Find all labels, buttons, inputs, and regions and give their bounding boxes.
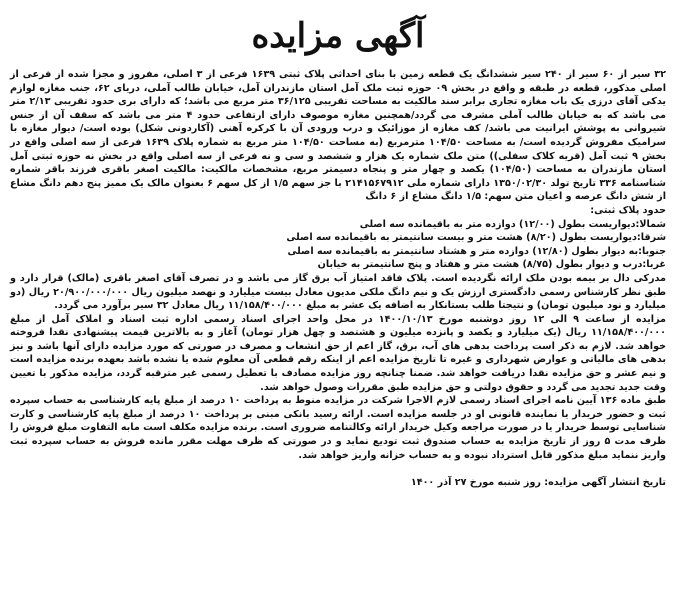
boundary-north: [10, 218, 666, 232]
publication-date: تاریخ انتشار آگهی مزایده: روز شنبه مورخ ۲۷ آذر ۱۴۰۰: [410, 477, 666, 489]
valuation-paragraph: مدرکی دال بر بیمه بودن ملک ارائه نگردیده است. پلاک فاقد امتیاز آب برق گاز می باشد و در تصرف آقای اصغر باقری (مالک) قرار دارد و طبق نظر کارشناس رسمی دادگستری ارزش یک و نیم دانگ ملکی مدیون معادل بیست میلیارد و نهصد میلیون ریال ۲۰/۹۰۰/۰۰۰/۰۰۰ ریال (دو میلیارد و نود میلیون تومان) و نتیجتا طلب بستانکار به اضافه یک عشر به مبلغ ۱۱/۱۵۸/۴۰۰/۰۰۰ ریال معادل ۳۲ سیر برآورد می گردد.: [10, 272, 666, 312]
notice-body: [10, 68, 666, 462]
boundary-west: [10, 258, 666, 272]
intro-paragraph: ۳۲ سیر از ۶۰ سیر از ۲۴۰ سیر ششدانگ یک قطعه زمین با بنای احداثی پلاک ثبتی ۱۶۳۹ فرعی از ۳ اصلی، مفروز و مجزا شده از فرعی از اصلی مذکور، قطعه در طبقه و واقع در بخش ۰۹ حوزه ثبت ملک آمل استان مازندران آمل، خیابان طالب آملی، دریای ۶۲، جنب مغازه لوازم یدکی آقای درزی یک باب مغازه تجاری برابر سند مالکیت به مساحت تقریبی ۳۶/۱۲۵ متر مربع می باشد؛ که دارای بری حدود تقریبی ۲/۱۳ متر می باشد که به خیابان طالب آملی مشرف می گردد/همچنین مغازه موصوف دارای ارتفاعی حدود ۴ متر می باشد که سقف آن از جنس شیروانی به پوشش ایرانیت می باشد/ کف مغازه از موزائیک و درب ورودی آن با کرکره آهنی (آکاردونی شکل) بوده است/ دیوار مغازه با سرامیک مفروش گردیده است/ به مساحت ۱۰۴/۵۰ مترمربع (به مساحت ۱۰۴/۵۰ متر مربع به شماره پلاک ۱۶۳۹ فرعی از سه اصلی واقع در بخش ۹ ثبت آمل (قریه کلاک سفلی)) متن ملک شماره یک هزار و ششصد و سی و نه فرعی از سه اصلی واقع در بخش نه حوزه ثبتی آمل استان مازندران به مساحت (۱۰۴/۵۰) یکصد و چهار متر و پنجاه دسیمتر مربع، مشخصات مالکیت: مالکیت اصغر باقری فرزند باقر شماره شناسنامه ۳۳۶ تاریخ تولد ۱۳۵۰/۰۲/۳۰ دارای شماره ملی ۲۱۴۱۵۶۷۹۱۲ با جز سهم ۱/۵ از کل سهم ۶ بعنوان مالک یک ممیز پنج دهم دانگ مشاع از شش دانگ عرصه و اعیان متن سهم: ۱/۵ دانگ مشاع از ۶ دانگ: [10, 69, 666, 203]
auction-details-paragraph: مزایده از ساعت ۹ الی ۱۲ روز دوشنبه مورخ ۱۴۰۰/۱۰/۱۳ در محل واحد اجرای اسناد رسمی اداره ثبت اسناد و املاک آمل از مبلغ ۱۱/۱۵۸/۴۰۰/۰۰۰ ریال (یک میلیارد و یکصد و پانزده میلیون و هشتصد و چهل هزار تومان) آغاز و به بالاترین قیمت پیشنهادی نقدا فروخته خواهد شد. لازم به ذکر است پرداخت بدهی های آب، برق، گاز اعم از حق انشعاب و مصرف در صورتی که مورد مزایده دارای آنها باشد و نیز بدهی های مالیاتی و عوارض شهرداری و غیره تا تاریخ مزایده اعم از اینکه رقم قطعی آن معلوم شده یا نشده باشد بعهده برنده مزایده است و نیم عشر و حق مزایده نقدا دریافت خواهد شد. ضمنا چنانچه روز مزایده مصادف با تعطیل رسمی غیر مترقبه گردد، مزایده مذکور با تعیین وقت جدید تجدید می گردد و حقوق دولتی و حق مزایده طبق مقررات وصول خواهد شد.: [10, 313, 666, 393]
boundary-text: دیواریست بطول (۱۲/۰۰) دوازده متر به باقیمانده سه اصلی: [359, 218, 636, 230]
boundary-text: دیواریست بطول (۸/۲۰) هشت متر و بیست سانتیمتر به باقیمانده سه اصلی: [286, 232, 637, 244]
boundary-label: غربا:: [642, 259, 666, 271]
boundary-label: شمالا:: [635, 218, 666, 230]
boundary-south: [10, 245, 666, 259]
boundary-label: شرقا:: [636, 232, 666, 244]
notice-title: آگهی مزایده: [251, 16, 425, 56]
boundary-label: جنوبا:: [638, 245, 666, 257]
boundaries-heading: حدود پلاک ثبتی:: [590, 204, 666, 216]
boundary-text: به دیوار بطول (۱۲/۸۰) دوازده متر و هشتاد سانتیمتر به باقیمانده سه اصلی: [287, 245, 639, 257]
boundary-east: [10, 231, 666, 245]
conditions-paragraph: طبق ماده ۱۳۶ آیین نامه اجرای اسناد رسمی لازم الاجرا شرکت در مزایده منوط به پرداخت ۱۰ درصد از مبلغ پایه کارشناسی به حساب سپرده ثبت و حضور خریدار یا نماینده قانونی او در جلسه مزایده است. ارائه رسید بانکی مبنی بر پرداخت ۱۰ درصد از مبلغ پایه کارشناسی و کارت شناسایی توسط خریدار یا در صورت مراجعه وکیل خریدار ارائه وکالتنامه ضروری است. برنده مزایده مکلف است مابه التفاوت مبلغ فروش را ظرف مدت ۵ روز از تاریخ مزایده به حساب صندوق ثبت تودیع نماید و در صورتی که ظرف مهلت مقرر مانده فروش به حساب سپرده ثبت واریز ننماید مبلغ مذکور قابل استرداد نبوده و به حساب خزانه واریز خواهد شد.: [10, 395, 667, 461]
boundary-text: درب و دیوار بطول (۸/۷۵) هشت متر و هفتاد و پنج سانتیمتر به خیابان: [317, 259, 643, 271]
